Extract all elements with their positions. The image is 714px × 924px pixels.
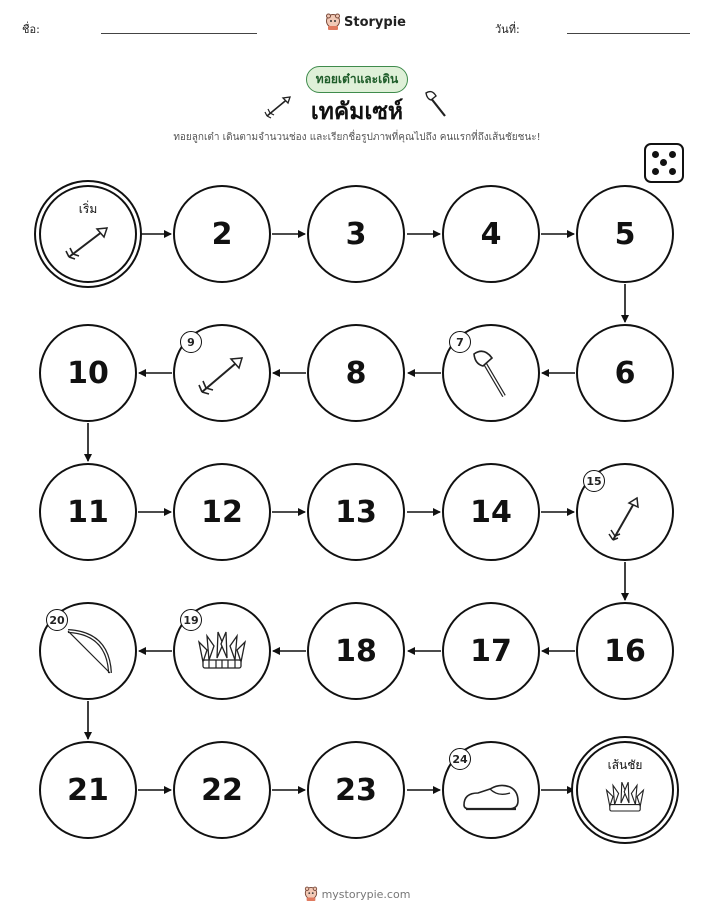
space-number: 10 <box>67 355 109 391</box>
picture-space-badge: 20 <box>46 609 68 631</box>
storypie-mascot-icon <box>304 886 318 902</box>
board-space-18[interactable] <box>307 602 405 700</box>
name-label: ชื่อ: <box>22 23 40 36</box>
moccasin-icon <box>460 779 522 813</box>
start-label: เริ่ม <box>78 202 98 216</box>
bow-icon <box>60 625 116 681</box>
space-number: 4 <box>480 216 502 252</box>
game-type-tag: ทอยเต๋าและเดิน <box>306 66 408 93</box>
board-space-3[interactable] <box>307 185 405 283</box>
picture-space-badge: 24 <box>449 748 471 770</box>
space-number: 23 <box>335 772 377 808</box>
picture-space-badge: 19 <box>180 609 202 631</box>
finish-space[interactable] <box>576 741 674 839</box>
picture-space-badge: 9 <box>180 331 202 353</box>
space-number: 18 <box>335 633 377 669</box>
board-space-10[interactable] <box>39 324 137 422</box>
space-number: 22 <box>201 772 243 808</box>
arrow-icon <box>61 220 115 264</box>
board-space-4[interactable] <box>442 185 540 283</box>
board-space-11[interactable] <box>39 463 137 561</box>
arrow-icon <box>605 490 645 546</box>
space-number: 3 <box>345 216 367 252</box>
board-space-22[interactable] <box>173 741 271 839</box>
headdress-icon <box>197 630 247 676</box>
footer <box>0 886 714 902</box>
brand-name: Storypie <box>344 14 406 30</box>
picture-space-badge: 7 <box>449 331 471 353</box>
board-space-13[interactable] <box>307 463 405 561</box>
start-space[interactable] <box>39 185 137 283</box>
board-space-16[interactable] <box>576 602 674 700</box>
space-number: 14 <box>470 494 512 530</box>
board-space-12[interactable] <box>173 463 271 561</box>
space-number: 2 <box>211 216 233 252</box>
page-title: เทคัมเซห์ <box>310 99 404 125</box>
board-space-2[interactable] <box>173 185 271 283</box>
axe-icon <box>468 348 514 402</box>
board-space-21[interactable] <box>39 741 137 839</box>
space-number: 17 <box>470 633 512 669</box>
space-number: 21 <box>67 772 109 808</box>
board-space-6[interactable] <box>576 324 674 422</box>
space-number: 8 <box>345 355 367 391</box>
space-number: 11 <box>67 494 109 530</box>
board-space-17[interactable] <box>442 602 540 700</box>
finish-label: เส้นชัย <box>607 758 643 772</box>
space-number: 12 <box>201 494 243 530</box>
space-number: 13 <box>335 494 377 530</box>
space-number: 5 <box>614 216 636 252</box>
board-space-14[interactable] <box>442 463 540 561</box>
arrow-icon <box>194 350 250 400</box>
board-space-23[interactable] <box>307 741 405 839</box>
board-space-8[interactable] <box>307 324 405 422</box>
instructions: ทอยลูกเต๋า เดินตามจำนวนช่อง และเรียกชื่อรูปภาพที่คุณไปถึง คนแรกที่ถึงเส้นชัยชนะ! <box>173 132 541 143</box>
footer-site[interactable]: mystorypie.com <box>321 887 411 901</box>
headdress-icon <box>605 779 645 819</box>
space-number: 6 <box>614 355 636 391</box>
date-label: วันที่: <box>495 23 520 36</box>
space-number: 16 <box>604 633 646 669</box>
picture-space-badge: 15 <box>583 470 605 492</box>
board-space-5[interactable] <box>576 185 674 283</box>
